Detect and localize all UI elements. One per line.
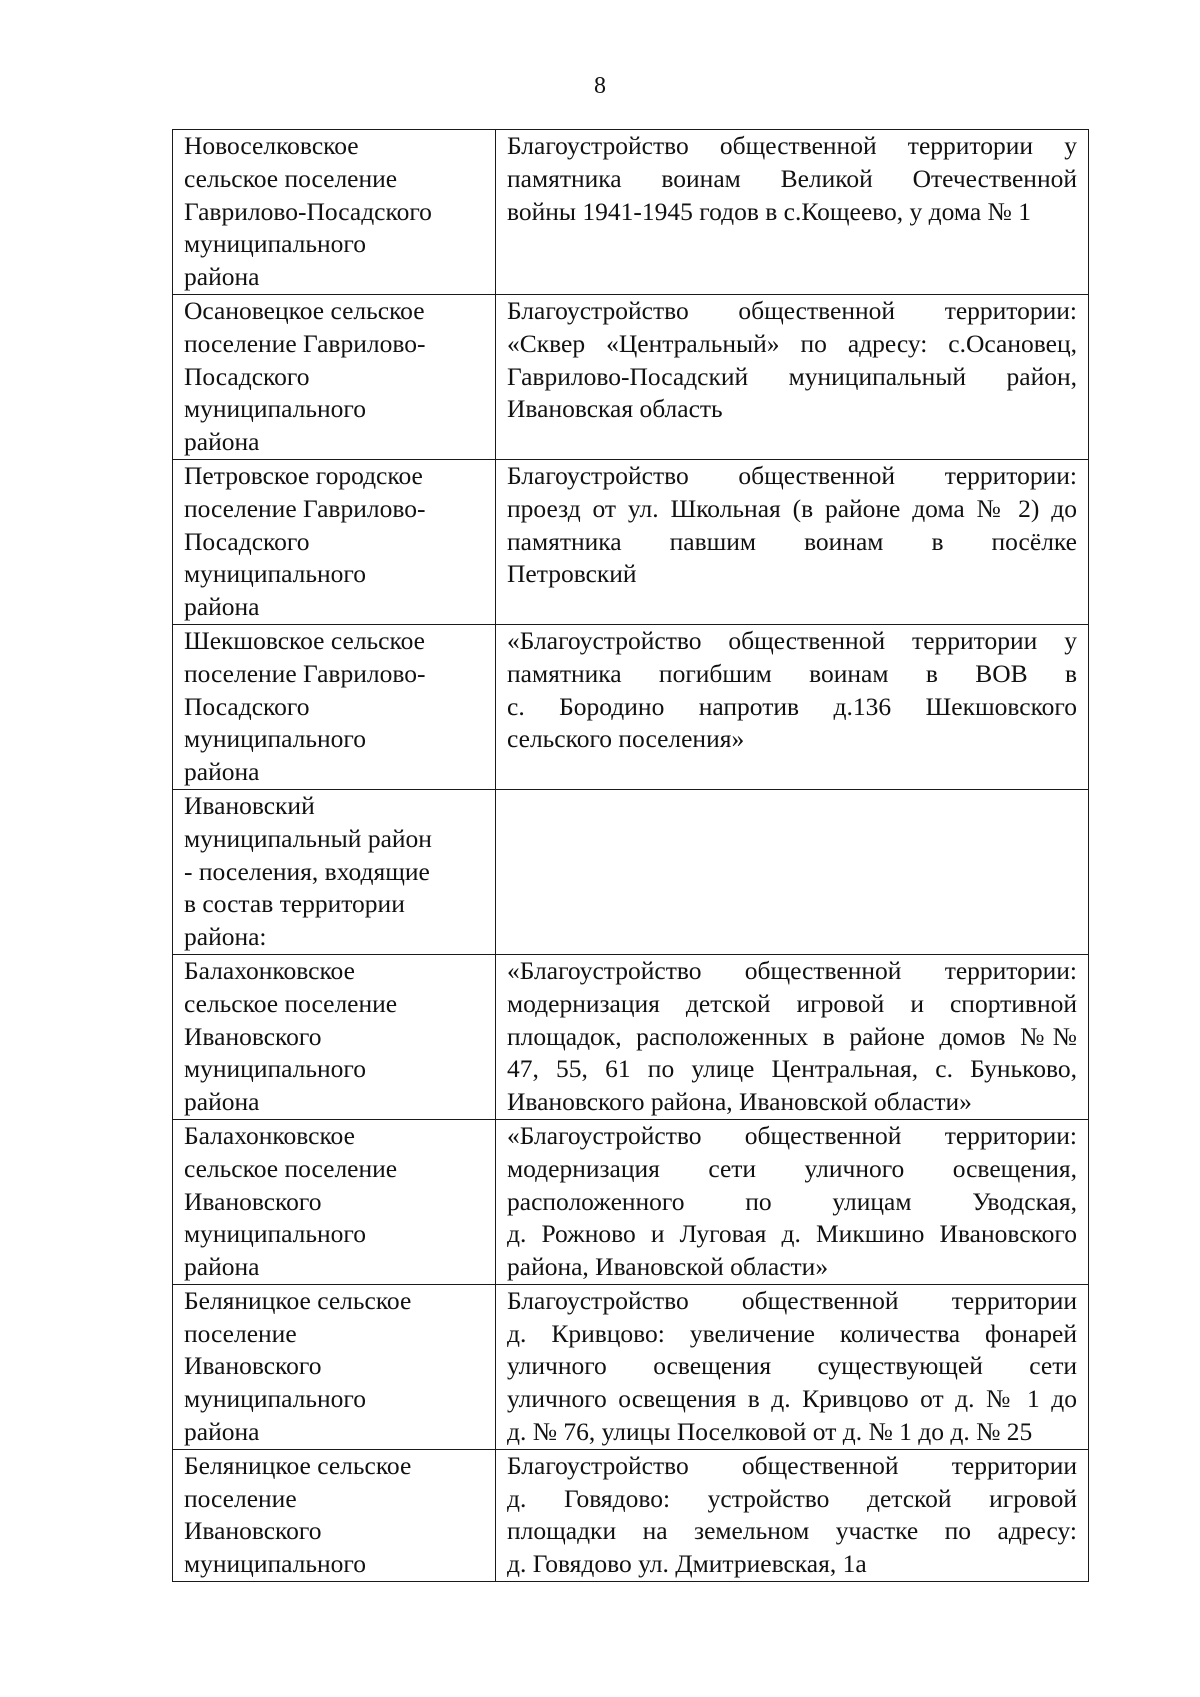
settlement-cell: [173, 1119, 496, 1284]
project-cell: [496, 459, 1089, 624]
settlement-cell: [173, 459, 496, 624]
settlement-line: поселение Гаврилово-: [184, 658, 426, 688]
settlement-cell: [173, 954, 496, 1119]
table-row: [173, 624, 1089, 789]
project-cell: [496, 1449, 1089, 1581]
project-line: Ивановская область: [507, 394, 723, 424]
settlement-line: Посадского: [184, 361, 310, 391]
settlement-line: Осановецкое сельское: [184, 295, 425, 325]
settlement-line: Посадского: [184, 526, 310, 556]
project-cell: [496, 1284, 1089, 1449]
project-line: д. Говядово: устройство детской игровой: [507, 1483, 1077, 1513]
settlement-line: Ивановский: [184, 790, 315, 820]
project-line: «Сквер «Центральный» по адресу: с.Осановец,: [507, 328, 1077, 358]
project-line: д. Кривцово: увеличение количества фонарей: [507, 1318, 1077, 1348]
settlement-line: - поселения, входящие: [184, 856, 430, 886]
project-line: памятника погибшим воинам в ВОВ в: [507, 658, 1077, 688]
settlement-line: Новоселковское: [184, 131, 359, 160]
table-row: [173, 1449, 1089, 1581]
project-line: с. Бородино напротив д.136 Шекшовского: [507, 691, 1077, 721]
project-line: д. Рожново и Луговая д. Микшино Ивановского: [507, 1219, 1077, 1249]
project-cell: [496, 789, 1089, 954]
settlement-line: муниципального: [184, 724, 366, 754]
project-line: войны 1941-1945 годов в с.Кощеево, у дома № 1: [507, 196, 1031, 226]
settlement-cell: [173, 624, 496, 789]
project-cell: [496, 1119, 1089, 1284]
project-line: 47, 55, 61 по улице Центральная, с. Буньково,: [507, 1054, 1077, 1084]
project-line: расположенного по улицам Уводская,: [507, 1186, 1077, 1216]
table-row: [173, 954, 1089, 1119]
project-line: д. № 76, улицы Поселковой от д. № 1 до д. № 25: [507, 1417, 1033, 1447]
project-line: «Благоустройство общественной территории:: [507, 1120, 1077, 1150]
settlement-line: района: [184, 757, 260, 787]
project-line: уличного освещения в д. Кривцово от д. № 1 до: [507, 1384, 1077, 1414]
settlement-line: района: [184, 1252, 260, 1282]
settlement-line: Ивановского: [184, 1021, 322, 1051]
settlement-cell: [173, 1284, 496, 1449]
project-line: «Благоустройство общественной территории:: [507, 955, 1077, 985]
project-cell: [496, 624, 1089, 789]
project-line: района, Ивановской области»: [507, 1252, 829, 1282]
table-body: [173, 130, 1089, 1582]
project-line: уличного освещения существующей сети: [507, 1351, 1077, 1381]
settlement-line: муниципального: [184, 394, 366, 424]
settlement-line: Ивановского: [184, 1516, 322, 1546]
settlement-cell: [173, 789, 496, 954]
settlement-line: Беляницкое сельское: [184, 1450, 412, 1480]
settlement-line: Ивановского: [184, 1351, 322, 1381]
project-line: памятника павшим воинам в посёлке: [507, 526, 1077, 556]
project-line: модернизация детской игровой и спортивной: [507, 988, 1077, 1018]
settlement-line: Балахонковское: [184, 1120, 355, 1150]
settlement-line: муниципального: [184, 229, 366, 259]
table-row: [173, 1284, 1089, 1449]
settlement-line: муниципальный район: [184, 823, 432, 853]
settlement-line: Беляницкое сельское: [184, 1285, 412, 1315]
project-line: Гаврилово-Посадский муниципальный район,: [507, 361, 1077, 391]
settlement-line: Шекшовское сельское: [184, 625, 425, 655]
settlement-line: сельское поселение: [184, 988, 398, 1018]
settlement-line: сельское поселение: [184, 1153, 398, 1183]
settlement-line: муниципального: [184, 1384, 366, 1414]
project-line: модернизация сети уличного освещения,: [507, 1153, 1077, 1183]
project-cell: [496, 294, 1089, 459]
settlement-line: в состав территории: [184, 889, 405, 919]
settlement-line: Ивановского: [184, 1186, 322, 1216]
settlement-line: района: [184, 427, 260, 457]
project-line: памятника воинам Великой Отечественной: [507, 163, 1077, 193]
table-row: [173, 789, 1089, 954]
settlement-line: муниципального: [184, 559, 366, 589]
settlement-line: района: [184, 592, 260, 622]
settlement-line: Гаврилово-Посадского: [184, 196, 432, 226]
settlement-line: муниципального: [184, 1054, 366, 1084]
table-row: [173, 294, 1089, 459]
project-line: площадок, расположенных в районе домов №№: [507, 1021, 1077, 1051]
settlement-line: района:: [184, 922, 267, 952]
project-line: Благоустройство общественной территории:: [507, 295, 1077, 325]
project-line: Благоустройство общественной территории у: [507, 131, 1077, 160]
settlement-line: муниципального: [184, 1219, 366, 1249]
settlement-line: района: [184, 262, 260, 292]
project-cell: [496, 954, 1089, 1119]
settlement-cell: [173, 1449, 496, 1581]
project-cell: [496, 130, 1089, 295]
project-line: сельского поселения»: [507, 724, 745, 754]
settlement-cell: [173, 130, 496, 295]
table-row: [173, 1119, 1089, 1284]
project-line: проезд от ул. Школьная (в районе дома № 2) до: [507, 493, 1077, 523]
table-row: [173, 459, 1089, 624]
project-line: площадки на земельном участке по адресу:: [507, 1516, 1077, 1546]
table-row: [173, 130, 1089, 295]
settlement-line: поселение Гаврилово-: [184, 493, 426, 523]
project-line: «Благоустройство общественной территории у: [507, 625, 1077, 655]
project-line: Благоустройство общественной территории:: [507, 460, 1077, 490]
settlements-table: [172, 129, 1089, 1582]
settlement-line: поселение: [184, 1318, 297, 1348]
project-line: Петровский: [507, 559, 637, 589]
settlement-line: района: [184, 1417, 260, 1447]
settlement-line: Посадского: [184, 691, 310, 721]
settlement-line: муниципального: [184, 1549, 366, 1579]
project-line: Благоустройство общественной территории: [507, 1450, 1077, 1480]
project-line: Ивановского района, Ивановской области»: [507, 1087, 972, 1117]
settlement-cell: [173, 294, 496, 459]
project-line: д. Говядово ул. Дмитриевская, 1а: [507, 1549, 867, 1579]
settlement-line: района: [184, 1087, 260, 1117]
settlement-line: Балахонковское: [184, 955, 355, 985]
page-number: 8: [594, 73, 606, 99]
settlement-line: поселение: [184, 1483, 297, 1513]
project-line: Благоустройство общественной территории: [507, 1285, 1077, 1315]
settlement-line: сельское поселение: [184, 163, 398, 193]
settlement-line: поселение Гаврилово-: [184, 328, 426, 358]
settlement-line: Петровское городское: [184, 460, 423, 490]
